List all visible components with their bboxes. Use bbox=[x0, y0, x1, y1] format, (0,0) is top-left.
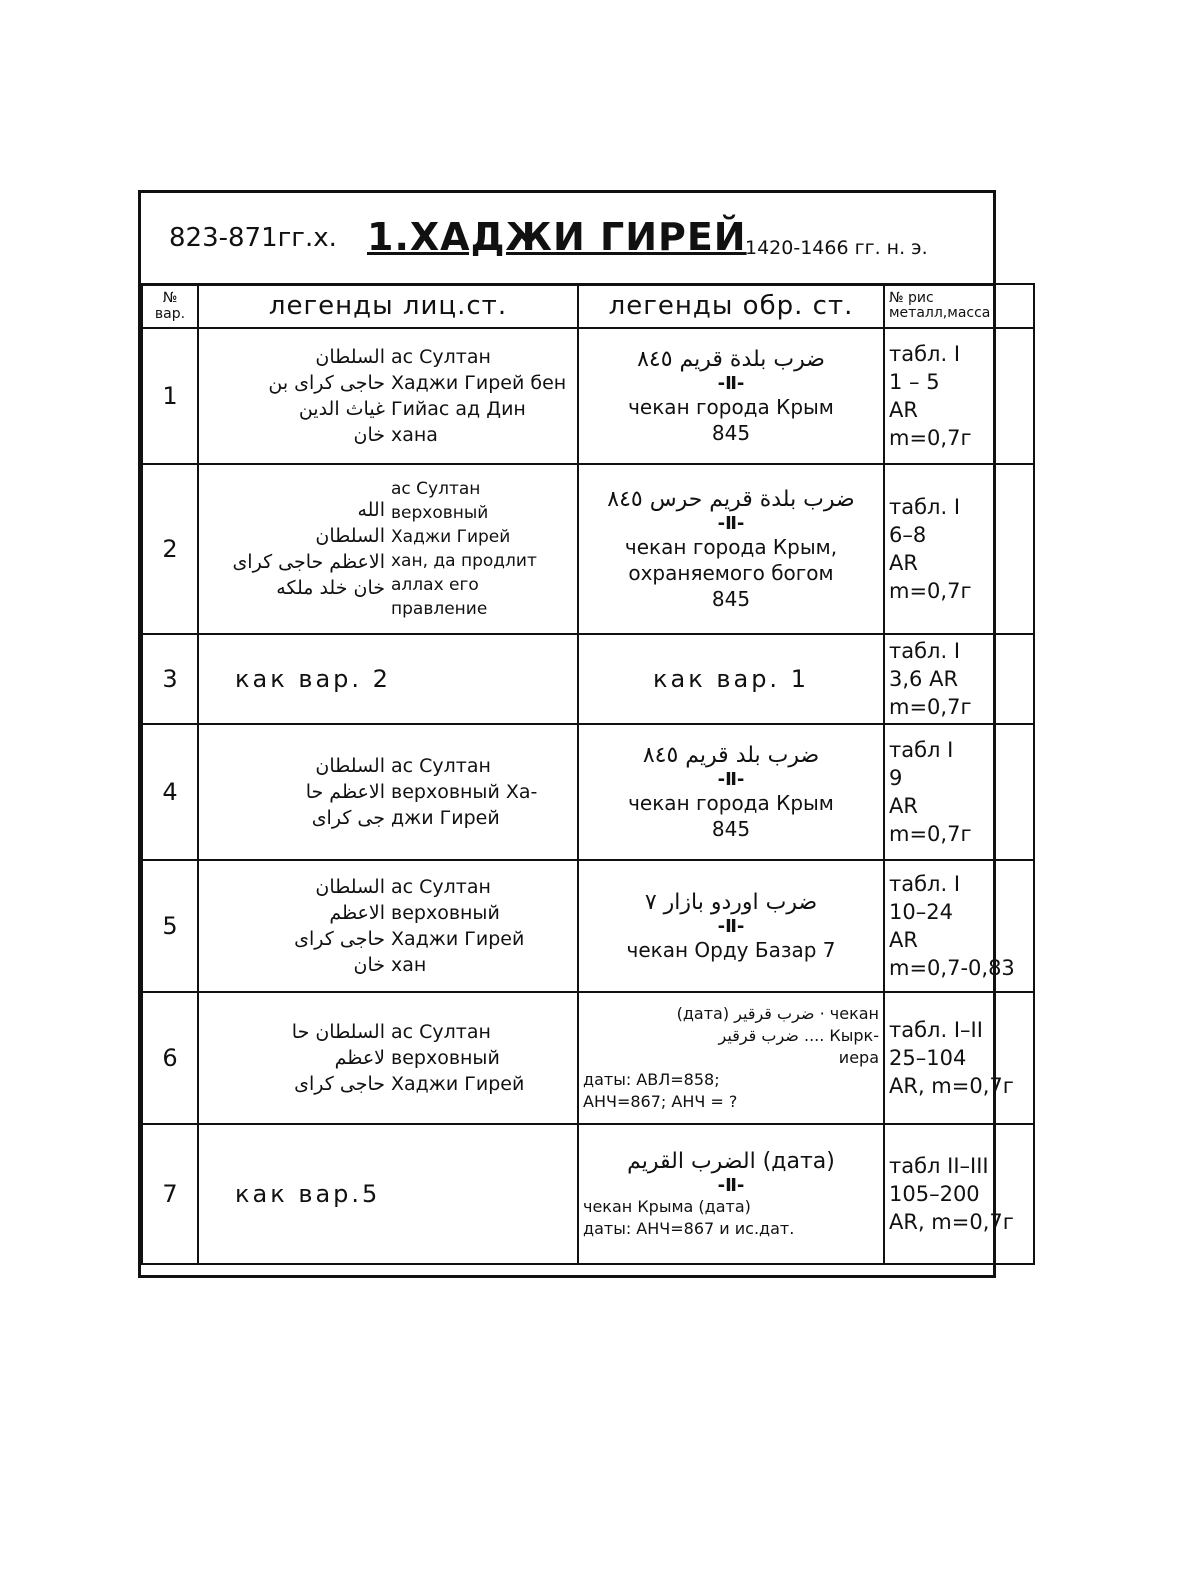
obverse-cell bbox=[198, 464, 578, 634]
reverse-arabic: ضرب بلد قریم ٨٤٥ bbox=[642, 743, 820, 768]
reverse-cell bbox=[578, 328, 884, 464]
header-num: № вар. bbox=[142, 284, 198, 328]
reverse-cell bbox=[578, 992, 884, 1124]
table-row bbox=[142, 634, 1034, 724]
ruler-title: 1.ХАДЖИ ГИРЕЙ bbox=[367, 215, 747, 259]
tamga-icon: -Ⅱ- bbox=[717, 769, 745, 790]
reverse-translation: чекан Крыма (дата) даты: АНЧ=867 и ис.дат. bbox=[583, 1197, 795, 1238]
obverse-translation: ас Султан Хаджи Гирей бен Гийас ад Дин хана bbox=[391, 346, 567, 446]
obverse-arabic: السلطان حا لاعظم حاجی کرای bbox=[291, 1021, 385, 1095]
ris-cell: табл II–III 105–200 AR, m=0,7г bbox=[884, 1124, 1034, 1264]
ris-cell: табл I 9 AR m=0,7г bbox=[884, 724, 1034, 860]
obverse-same-as: как вар.5 bbox=[198, 1124, 578, 1264]
variant-number: 6 bbox=[142, 992, 198, 1124]
obverse-arabic: الله السلطان الاعظم حاجی کرای خان خلد ملکه bbox=[232, 499, 385, 599]
reverse-cell bbox=[578, 724, 884, 860]
ris-cell: табл. I 1 – 5 AR m=0,7г bbox=[884, 328, 1034, 464]
header-row bbox=[142, 284, 1034, 328]
reverse-cell bbox=[578, 860, 884, 992]
variant-number: 7 bbox=[142, 1124, 198, 1264]
obverse-arabic: السلطان الاعظم حاجی کرای خان bbox=[294, 876, 385, 976]
reverse-arabic: ضرب بلدة قریم حرس ٨٤٥ bbox=[607, 487, 855, 512]
obverse-arabic: السلطان الاعظم حا جی کرای bbox=[305, 755, 385, 829]
obverse-translation: ас Султан верховный Хаджи Гирей хан bbox=[391, 876, 525, 976]
tamga-icon: -Ⅱ- bbox=[717, 916, 745, 937]
ris-cell: табл. I 6–8 AR m=0,7г bbox=[884, 464, 1034, 634]
reverse-translation: чекан города Крым 845 bbox=[628, 791, 834, 841]
reverse-arabic: (дата) ضرب قرقیر · чекан ضرب قرقیر .... Кырк- иера bbox=[676, 1004, 879, 1067]
obverse-translation: ас Султан верховный Хаджи Гирей хан, да продлит аллах его правление bbox=[391, 479, 537, 619]
reverse-cell bbox=[578, 1124, 884, 1264]
title-row bbox=[141, 193, 993, 286]
table-row bbox=[142, 992, 1034, 1124]
dates-ce: 1420-1466 гг. н. э. bbox=[745, 237, 928, 259]
reverse-dates: даты: АВЛ=858; АНЧ=867; АНЧ = ? bbox=[583, 1070, 738, 1111]
obverse-translation: ас Султан верховный Хаджи Гирей bbox=[391, 1021, 525, 1095]
table-row bbox=[142, 724, 1034, 860]
obverse-translation: ас Султан верховный Ха- джи Гирей bbox=[391, 755, 538, 829]
reverse-same-as: как вар. 1 bbox=[578, 634, 884, 724]
ris-cell: табл. I–II 25–104 AR, m=0,7г bbox=[884, 992, 1034, 1124]
header-ris: № рис металл,масса bbox=[884, 284, 1034, 328]
obverse-cell bbox=[198, 328, 578, 464]
variant-number: 1 bbox=[142, 328, 198, 464]
table-row bbox=[142, 328, 1034, 464]
variant-number: 2 bbox=[142, 464, 198, 634]
obverse-arabic: السلطان حاجی کرای بن غیاث الدین خان bbox=[268, 346, 385, 446]
header-obverse: легенды лиц.ст. bbox=[198, 284, 578, 328]
variant-number: 4 bbox=[142, 724, 198, 860]
ris-cell: табл. I 10–24 AR m=0,7-0,83 bbox=[884, 860, 1034, 992]
obverse-cell bbox=[198, 724, 578, 860]
variant-number: 5 bbox=[142, 860, 198, 992]
table-row bbox=[142, 464, 1034, 634]
table-row bbox=[142, 860, 1034, 992]
reverse-arabic: ضرب بلدة قریم ٨٤٥ bbox=[637, 347, 825, 372]
variant-number: 3 bbox=[142, 634, 198, 724]
header-reverse: легенды обр. ст. bbox=[578, 284, 884, 328]
obverse-cell bbox=[198, 860, 578, 992]
tamga-icon: -Ⅱ- bbox=[717, 1175, 745, 1196]
dates-hijri: 823-871гг.х. bbox=[169, 223, 337, 253]
tamga-icon: -Ⅱ- bbox=[717, 513, 745, 534]
reverse-cell bbox=[578, 464, 884, 634]
table-row bbox=[142, 1124, 1034, 1264]
reverse-translation: чекан города Крым 845 bbox=[628, 395, 834, 445]
variants-table bbox=[141, 283, 1035, 1265]
reverse-arabic: (дата) الضرب القریم bbox=[627, 1149, 835, 1174]
ris-cell: табл. I 3,6 AR m=0,7г bbox=[884, 634, 1034, 724]
coin-table-sheet bbox=[138, 190, 1015, 1278]
reverse-arabic: ضرب اوردو بازار ٧ bbox=[644, 890, 818, 915]
obverse-cell bbox=[198, 992, 578, 1124]
reverse-translation: чекан Орду Базар 7 bbox=[626, 938, 836, 962]
tamga-icon: -Ⅱ- bbox=[717, 373, 745, 394]
reverse-translation: чекан города Крым, охраняемого богом 845 bbox=[624, 535, 838, 611]
obverse-same-as: как вар. 2 bbox=[198, 634, 578, 724]
